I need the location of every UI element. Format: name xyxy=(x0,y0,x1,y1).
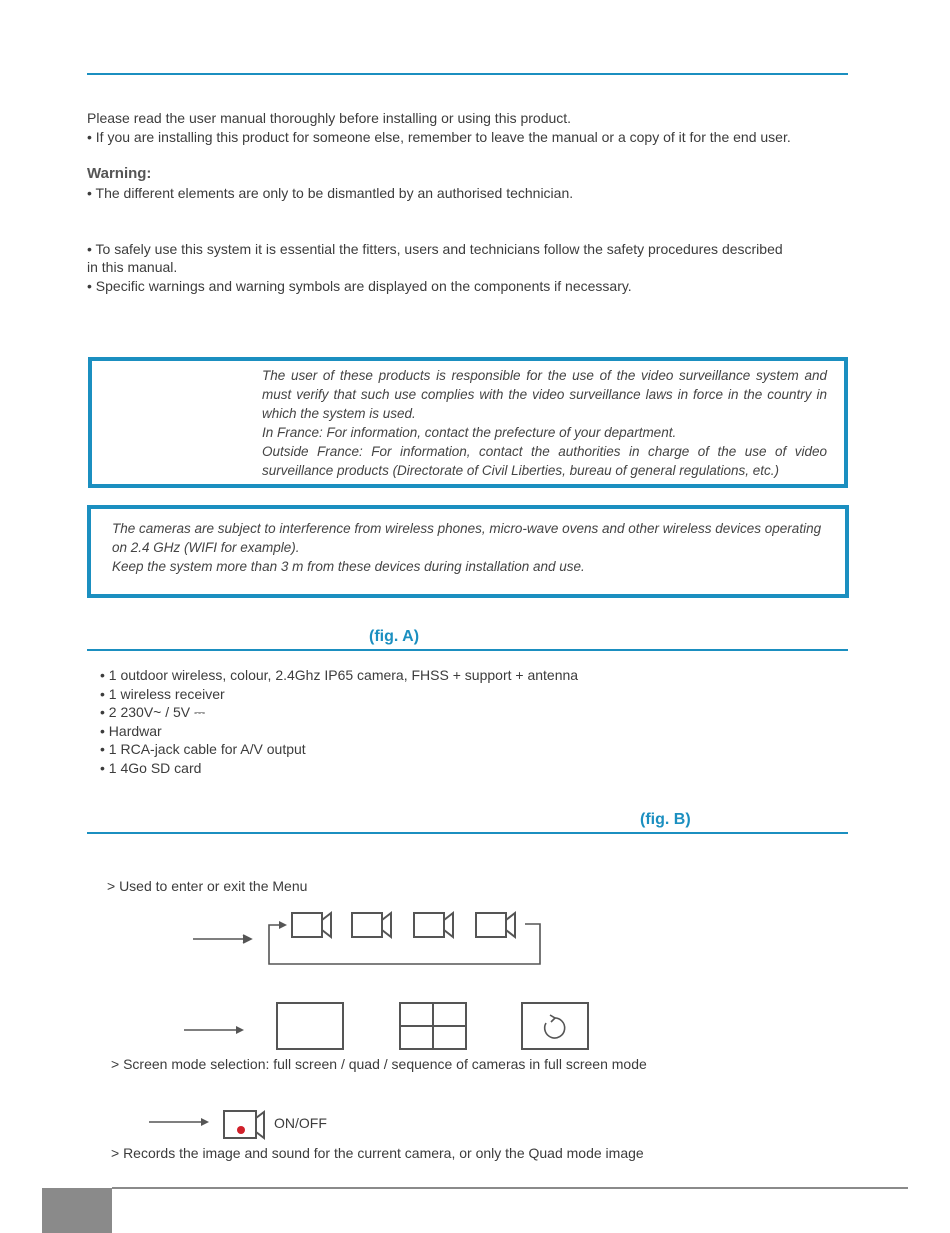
warning-heading: Warning: xyxy=(87,165,152,182)
footer-page-tab xyxy=(42,1188,112,1233)
safety-line-1a: • To safely use this system it is essential the fitters, users and technicians follow the safety procedures described xyxy=(87,241,783,257)
legal-notice-p1: The user of these products is responsible for the use of the video surveillance system and must verify that such use complies with the video surveillance laws in force in the country in which the system is used. xyxy=(262,368,827,421)
interference-notice-text xyxy=(112,519,827,576)
intro-line-2: • If you are installing this product for someone else, remember to leave the manual or a copy of it for the end user. xyxy=(87,129,791,145)
list-item: • 2 230V~ / 5V ⎓ xyxy=(100,704,206,721)
legal-notice-p2: In France: For information, contact the prefecture of your department. xyxy=(262,425,677,440)
camera-icon xyxy=(292,913,331,937)
camera-icon xyxy=(476,913,515,937)
fig-a-rule xyxy=(87,649,848,651)
intro-line-1: Please read the user manual thoroughly before installing or using this product. xyxy=(87,110,572,126)
safety-line-1b: in this manual. xyxy=(87,259,178,275)
camera-icon xyxy=(352,913,391,937)
interference-notice-box xyxy=(87,505,849,598)
record-description: > Records the image and sound for the current camera, or only the Quad mode image xyxy=(111,1145,644,1161)
footer-rule xyxy=(112,1187,908,1189)
camera-icon xyxy=(414,913,453,937)
record-diagram xyxy=(145,1108,270,1142)
screen-mode-diagram xyxy=(180,1000,592,1052)
record-camera-icon xyxy=(224,1111,264,1138)
sequence-icon xyxy=(522,1003,588,1049)
camera-cycle-diagram xyxy=(185,905,555,970)
record-onoff-label: ON/OFF xyxy=(274,1115,327,1131)
legal-notice-box xyxy=(88,357,848,488)
fig-b-rule xyxy=(87,832,848,834)
interference-notice-p2: Keep the system more than 3 m from these devices during installation and use. xyxy=(112,559,585,574)
menu-description: > Used to enter or exit the Menu xyxy=(107,878,308,894)
list-item: • Hardwar xyxy=(100,722,162,739)
list-item: • 1 wireless receiver xyxy=(100,685,225,702)
list-item: • 1 outdoor wireless, colour, 2.4Ghz IP65 camera, FHSS + support + antenna xyxy=(100,667,579,683)
list-item: • 1 4Go SD card xyxy=(100,759,202,776)
contents-list xyxy=(100,666,578,778)
safety-line-2: • Specific warnings and warning symbols are displayed on the components if necessary. xyxy=(87,278,632,294)
screen-mode-description: > Screen mode selection: full screen / quad / sequence of cameras in full screen mode xyxy=(111,1056,647,1072)
fig-b-label: (fig. B) xyxy=(640,811,691,828)
interference-notice-p1: The cameras are subject to interference from wireless phones, micro-wave ovens and other wireless devices operating on 2.4 GHz (WIFI for example). xyxy=(112,521,822,555)
header-rule xyxy=(87,73,848,75)
legal-notice-text xyxy=(262,366,827,480)
warning-line-1: • The different elements are only to be dismantled by an authorised technician. xyxy=(87,185,574,201)
quad-screen-icon xyxy=(400,1003,466,1049)
record-dot-icon xyxy=(237,1126,245,1134)
fig-a-label: (fig. A) xyxy=(369,628,420,645)
list-item: • 1 RCA-jack cable for A/V output xyxy=(100,741,306,758)
full-screen-icon xyxy=(277,1003,343,1049)
legal-notice-p3: Outside France: For information, contact the authorities in charge of the use of video surveillance products (Directorate of Civil Liberties, bureau of general regulations, etc.) xyxy=(262,444,827,478)
